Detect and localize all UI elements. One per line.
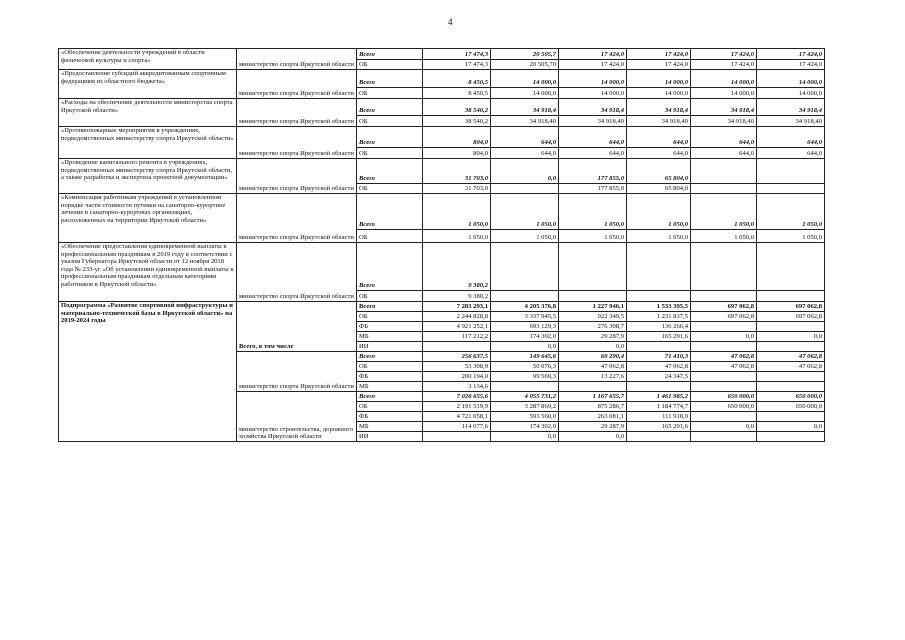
- value-cell: 34 918,4: [627, 99, 691, 116]
- value-cell: 14 000,0: [627, 88, 691, 99]
- value-cell: 65 804,0: [627, 184, 691, 194]
- value-cell: 697 062,8: [691, 312, 757, 322]
- value-cell: 276 308,7: [559, 322, 627, 332]
- value-cell: 1 050,0: [491, 230, 559, 243]
- value-cell: 13 227,6: [559, 372, 627, 382]
- value-cell: 4 921 252,1: [423, 322, 491, 332]
- value-cell: 34 918,40: [559, 116, 627, 127]
- value-cell: [491, 184, 559, 194]
- value-cell: 1 050,0: [423, 194, 491, 230]
- source-type-cell: ФБ: [357, 372, 423, 382]
- value-cell: 644,0: [491, 148, 559, 159]
- value-cell: 0,0: [559, 432, 627, 442]
- value-cell: [423, 342, 491, 352]
- value-cell: 3 134,6: [423, 382, 491, 392]
- value-cell: [627, 243, 691, 291]
- value-cell: 34 918,4: [559, 99, 627, 116]
- value-cell: 0,0: [691, 422, 757, 432]
- value-cell: 47 062,8: [757, 362, 825, 372]
- value-cell: 200 194,0: [423, 372, 491, 382]
- executor-cell: министерство спорта Иркутской области: [237, 194, 357, 243]
- value-cell: [491, 243, 559, 291]
- value-cell: [691, 159, 757, 184]
- source-type-cell: ОБ: [357, 230, 423, 243]
- source-type-cell: Всего: [357, 302, 423, 312]
- value-cell: 14 000,0: [559, 70, 627, 88]
- value-cell: 17 424,0: [627, 60, 691, 70]
- measure-name-cell: «Проведение капитального ремонта в учреждениях, подведомственных министерству спорта Иркутской области, а также разработка и экспертиза проектной документации»: [59, 159, 237, 194]
- source-type-cell: ОБ: [357, 402, 423, 412]
- value-cell: 17 424,0: [559, 49, 627, 60]
- source-type-cell: ИИ: [357, 342, 423, 352]
- value-cell: 17 424,0: [691, 60, 757, 70]
- value-cell: 1 050,0: [491, 194, 559, 230]
- value-cell: 644,0: [627, 148, 691, 159]
- value-cell: 0,0: [491, 432, 559, 442]
- table-row: [59, 243, 825, 291]
- value-cell: 47 062,8: [691, 362, 757, 372]
- value-cell: 38 540,2: [423, 116, 491, 127]
- value-cell: 14 000,0: [757, 70, 825, 88]
- budget-table: [58, 48, 825, 442]
- value-cell: 4 055 731,2: [491, 392, 559, 402]
- value-cell: 1 050,0: [757, 230, 825, 243]
- value-cell: 17 424,0: [757, 49, 825, 60]
- value-cell: 1 461 985,2: [627, 392, 691, 402]
- value-cell: 697 062,8: [757, 302, 825, 312]
- value-cell: [627, 382, 691, 392]
- value-cell: 644,0: [757, 148, 825, 159]
- value-cell: 165 291,6: [627, 332, 691, 342]
- value-cell: [757, 291, 825, 302]
- source-type-cell: ОБ: [357, 184, 423, 194]
- value-cell: 34 918,40: [627, 116, 691, 127]
- value-cell: 60 290,4: [559, 352, 627, 362]
- source-type-cell: Всего: [357, 49, 423, 60]
- value-cell: 114 077,6: [423, 422, 491, 432]
- value-cell: 650 000,0: [691, 402, 757, 412]
- source-type-cell: Всего: [357, 243, 423, 291]
- value-cell: 697 062,8: [691, 302, 757, 312]
- value-cell: [691, 342, 757, 352]
- source-type-cell: ОБ: [357, 60, 423, 70]
- table-row: [59, 194, 825, 230]
- value-cell: 17 424,0: [559, 60, 627, 70]
- source-type-cell: МБ: [357, 332, 423, 342]
- source-type-cell: Всего: [357, 194, 423, 230]
- value-cell: 174 302,0: [491, 422, 559, 432]
- value-cell: [423, 432, 491, 442]
- value-cell: 0,0: [757, 332, 825, 342]
- executor-cell: министерство спорта Иркутской области: [237, 243, 357, 302]
- value-cell: 14 000,0: [757, 88, 825, 99]
- value-cell: 1 050,0: [627, 194, 691, 230]
- value-cell: 1 050,0: [691, 194, 757, 230]
- value-cell: [757, 432, 825, 442]
- budget-table-body: [59, 49, 825, 442]
- value-cell: 24 347,5: [627, 372, 691, 382]
- value-cell: [691, 322, 757, 332]
- value-cell: [691, 432, 757, 442]
- value-cell: 31 703,0: [423, 159, 491, 184]
- subprogram-total-label: Всего, в том числе: [237, 302, 357, 352]
- source-type-cell: ОБ: [357, 291, 423, 302]
- executor-cell: министерство спорта Иркутской области: [237, 49, 357, 70]
- value-cell: 31 703,0: [423, 184, 491, 194]
- value-cell: 4 205 376,8: [491, 302, 559, 312]
- executor-cell: министерство спорта Иркутской области: [237, 352, 357, 392]
- value-cell: 1 184 774,7: [627, 402, 691, 412]
- value-cell: [559, 243, 627, 291]
- value-cell: 0,0: [491, 342, 559, 352]
- value-cell: 20 505,7: [491, 49, 559, 60]
- value-cell: 136 266,4: [627, 322, 691, 332]
- source-type-cell: ОБ: [357, 88, 423, 99]
- value-cell: 14 000,0: [559, 88, 627, 99]
- value-cell: [757, 382, 825, 392]
- value-cell: [757, 342, 825, 352]
- value-cell: 2 244 828,8: [423, 312, 491, 322]
- value-cell: 875 286,7: [559, 402, 627, 412]
- value-cell: 34 918,40: [757, 116, 825, 127]
- value-cell: [691, 243, 757, 291]
- value-cell: [691, 184, 757, 194]
- value-cell: [627, 432, 691, 442]
- value-cell: 17 424,0: [627, 49, 691, 60]
- source-type-cell: ОБ: [357, 148, 423, 159]
- executor-cell: министерство строительства, дорожного хозяйства Иркутской области: [237, 392, 357, 442]
- value-cell: 34 918,4: [491, 99, 559, 116]
- value-cell: 4 721 058,1: [423, 412, 491, 422]
- value-cell: 256 637,5: [423, 352, 491, 362]
- value-cell: 47 062,8: [627, 362, 691, 372]
- value-cell: 1 050,0: [559, 194, 627, 230]
- value-cell: 177 855,0: [559, 184, 627, 194]
- value-cell: [757, 184, 825, 194]
- executor-cell: министерство спорта Иркутской области: [237, 70, 357, 99]
- value-cell: 17 474,3: [423, 60, 491, 70]
- value-cell: 8 450,5: [423, 70, 491, 88]
- value-cell: 644,0: [691, 148, 757, 159]
- source-type-cell: ОБ: [357, 362, 423, 372]
- value-cell: [757, 372, 825, 382]
- table-row: [59, 70, 825, 88]
- value-cell: 47 062,8: [559, 362, 627, 372]
- value-cell: 1 050,0: [757, 194, 825, 230]
- value-cell: 14 000,0: [491, 70, 559, 88]
- value-cell: 65 804,0: [627, 159, 691, 184]
- value-cell: 9 380,2: [423, 243, 491, 291]
- value-cell: 174 302,0: [491, 332, 559, 342]
- value-cell: 644,0: [559, 127, 627, 148]
- value-cell: [691, 372, 757, 382]
- value-cell: 111 918,9: [627, 412, 691, 422]
- value-cell: 1 167 655,7: [559, 392, 627, 402]
- value-cell: 14 000,0: [691, 70, 757, 88]
- value-cell: 7 026 655,6: [423, 392, 491, 402]
- value-cell: 697 062,8: [757, 312, 825, 322]
- source-type-cell: ОБ: [357, 312, 423, 322]
- value-cell: 1 533 395,5: [627, 302, 691, 312]
- value-cell: 2 191 519,9: [423, 402, 491, 412]
- value-cell: [757, 243, 825, 291]
- value-cell: 593 560,0: [491, 412, 559, 422]
- measure-name-cell: «Расходы на обеспечение деятельности министерства спорта Иркутской области»: [59, 99, 237, 127]
- value-cell: 17 424,0: [691, 49, 757, 60]
- value-cell: 17 424,0: [757, 60, 825, 70]
- value-cell: [691, 382, 757, 392]
- value-cell: 922 349,5: [559, 312, 627, 322]
- value-cell: 804,0: [423, 127, 491, 148]
- value-cell: 34 918,4: [757, 99, 825, 116]
- value-cell: 650 000,0: [757, 392, 825, 402]
- value-cell: 17 474,3: [423, 49, 491, 60]
- value-cell: 650 000,0: [757, 402, 825, 412]
- value-cell: 804,0: [423, 148, 491, 159]
- value-cell: 47 062,8: [757, 352, 825, 362]
- value-cell: 53 308,9: [423, 362, 491, 372]
- value-cell: 71 410,3: [627, 352, 691, 362]
- value-cell: [691, 412, 757, 422]
- value-cell: 644,0: [757, 127, 825, 148]
- source-type-cell: ИИ: [357, 432, 423, 442]
- value-cell: [559, 382, 627, 392]
- source-type-cell: Всего: [357, 70, 423, 88]
- value-cell: 14 000,0: [691, 88, 757, 99]
- table-row: [59, 127, 825, 148]
- value-cell: 29 287,9: [559, 422, 627, 432]
- value-cell: 1 227 946,1: [559, 302, 627, 312]
- source-type-cell: Всего: [357, 127, 423, 148]
- value-cell: 14 000,0: [627, 70, 691, 88]
- value-cell: 1 050,0: [627, 230, 691, 243]
- value-cell: 644,0: [491, 127, 559, 148]
- source-type-cell: Всего: [357, 392, 423, 402]
- value-cell: 1 050,0: [559, 230, 627, 243]
- value-cell: 3 337 945,5: [491, 312, 559, 322]
- source-type-cell: Всего: [357, 159, 423, 184]
- value-cell: 644,0: [627, 127, 691, 148]
- value-cell: 165 291,6: [627, 422, 691, 432]
- measure-name-cell: «Предоставление субсидий аккредитованным спортивным федерациям из областного бюджета»: [59, 70, 237, 99]
- value-cell: 644,0: [691, 127, 757, 148]
- value-cell: 34 918,40: [691, 116, 757, 127]
- value-cell: 1 050,0: [691, 230, 757, 243]
- measure-name-cell: «Противопожарные мероприятия в учреждениях, подведомственных министерству спорта Иркутской области»: [59, 127, 237, 159]
- source-type-cell: ФБ: [357, 322, 423, 332]
- page-number: 4: [448, 17, 453, 27]
- value-cell: 50 076,3: [491, 362, 559, 372]
- value-cell: 0,0: [691, 332, 757, 342]
- value-cell: 38 540,2: [423, 99, 491, 116]
- value-cell: 0,0: [757, 422, 825, 432]
- executor-cell: министерство спорта Иркутской области: [237, 127, 357, 159]
- value-cell: 34 918,4: [691, 99, 757, 116]
- value-cell: 149 645,6: [491, 352, 559, 362]
- value-cell: [627, 291, 691, 302]
- source-type-cell: МБ: [357, 382, 423, 392]
- value-cell: 650 000,0: [691, 392, 757, 402]
- executor-cell: министерство спорта Иркутской области: [237, 99, 357, 127]
- value-cell: 177 855,0: [559, 159, 627, 184]
- source-type-cell: ОБ: [357, 116, 423, 127]
- table-row: [59, 99, 825, 116]
- measure-name-cell: «Обеспечение деятельности учреждений в области физической культуры и спорта»: [59, 49, 237, 70]
- value-cell: 1 231 837,5: [627, 312, 691, 322]
- value-cell: 3 287 869,2: [491, 402, 559, 412]
- table-row: [59, 302, 825, 312]
- value-cell: 117 212,2: [423, 332, 491, 342]
- value-cell: [559, 291, 627, 302]
- value-cell: [491, 382, 559, 392]
- source-type-cell: МБ: [357, 422, 423, 432]
- value-cell: 263 081,1: [559, 412, 627, 422]
- value-cell: [757, 412, 825, 422]
- value-cell: 644,0: [559, 148, 627, 159]
- measure-name-cell: «Компенсация работникам учреждений в установленном порядке части стоимости путевки на санаторно-курортное лечение в санаторно-курортных организациях, расположенных на территории Иркутской области»: [59, 194, 237, 243]
- value-cell: 7 283 293,1: [423, 302, 491, 312]
- value-cell: 14 000,0: [491, 88, 559, 99]
- measure-name-cell: «Обеспечение предоставления единовременной выплаты к профессиональным праздникам в 2019 году в соответствии с указом Губернатора Иркутской области от 12 ноября 2018 года № 233-уг «Об установлении единовременной выплаты к профессиональным праздникам отдельным категориям работников в Иркутской области»: [59, 243, 237, 302]
- table-row: [59, 159, 825, 184]
- source-type-cell: Всего: [357, 352, 423, 362]
- value-cell: 34 918,40: [491, 116, 559, 127]
- value-cell: 47 062,8: [691, 352, 757, 362]
- executor-cell: министерство спорта Иркутской области: [237, 159, 357, 194]
- value-cell: [757, 322, 825, 332]
- source-type-cell: Всего: [357, 99, 423, 116]
- value-cell: 8 450,5: [423, 88, 491, 99]
- value-cell: 1 050,0: [423, 230, 491, 243]
- value-cell: [627, 342, 691, 352]
- source-type-cell: ФБ: [357, 412, 423, 422]
- value-cell: 20 505,70: [491, 60, 559, 70]
- value-cell: [491, 291, 559, 302]
- table-row: [59, 49, 825, 60]
- value-cell: [757, 159, 825, 184]
- value-cell: 693 129,3: [491, 322, 559, 332]
- value-cell: 29 287,9: [559, 332, 627, 342]
- subprogram-name-cell: Подпрограмма «Развитие спортивной инфраструктуры и материально-технической базы в Иркутской области» на 2019-2024 годы: [59, 302, 237, 442]
- value-cell: 9 380,2: [423, 291, 491, 302]
- value-cell: [691, 291, 757, 302]
- value-cell: 99 569,3: [491, 372, 559, 382]
- value-cell: 0,0: [559, 342, 627, 352]
- value-cell: 0,0: [491, 159, 559, 184]
